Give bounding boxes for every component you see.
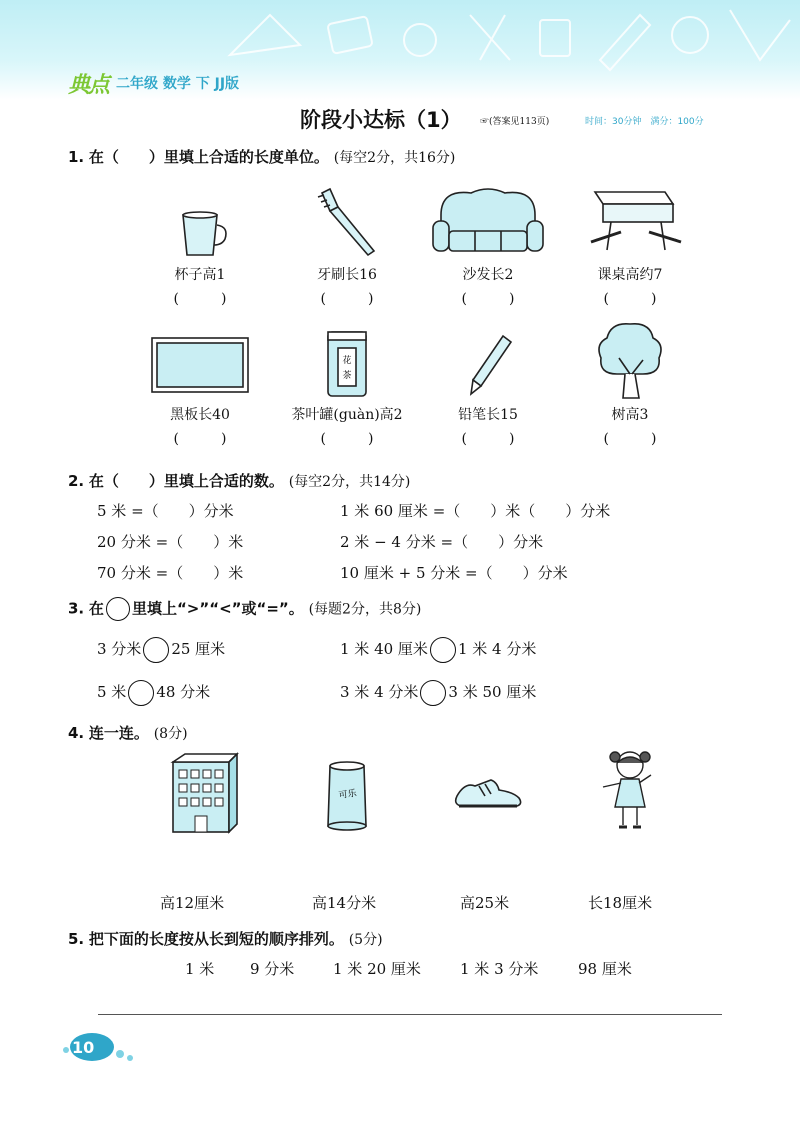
cup-icon	[125, 185, 275, 260]
q2-item[interactable]: 5 米 =（ ）分米	[97, 502, 234, 520]
triangle-ruler-icon	[230, 15, 300, 55]
page-title: 阶段小达标（1）	[300, 108, 462, 132]
page-number: 10	[72, 1038, 95, 1057]
q3-left: 3 分米	[97, 640, 142, 658]
answer-blank[interactable]: ( )	[461, 431, 515, 447]
q2-number: 2.	[68, 472, 85, 490]
q3-instruction-b: 里填上“>”“<”或“=”。	[131, 599, 304, 618]
q3-instruction-a: 在	[88, 599, 104, 618]
q5-instruction: 把下面的长度按从长到短的顺序排列。	[88, 930, 344, 948]
q3-item	[340, 637, 536, 663]
q3-number: 3.	[68, 599, 85, 618]
compare-circle[interactable]	[128, 680, 154, 706]
compass-icon	[470, 15, 510, 60]
q2-item[interactable]: 2 米 − 4 分米 =（ ）分米	[340, 533, 544, 551]
q2-item[interactable]: 70 分米 =（ ）米	[97, 564, 244, 582]
footer-rule	[98, 1014, 722, 1015]
q1-item-sofa	[413, 185, 563, 308]
q4-label[interactable]: 长18厘米	[588, 894, 653, 912]
q4-heading	[68, 722, 188, 743]
q3-right: 48 分米	[156, 683, 211, 701]
q2-item[interactable]: 20 分米 =（ ）米	[97, 533, 244, 551]
q3-right: 25 厘米	[171, 640, 226, 658]
q1-item-cup	[125, 185, 275, 308]
toothbrush-icon	[272, 185, 422, 260]
q3-left: 5 米	[97, 683, 127, 701]
shoe-icon	[413, 752, 563, 834]
answer-reference: ☞(答案见113页)	[480, 117, 550, 127]
ruler-deco-icon	[730, 10, 790, 60]
q4-instruction: 连一连。	[88, 724, 149, 742]
desk-icon	[555, 172, 705, 260]
can-text: 可乐	[338, 788, 358, 802]
circle-icon	[106, 597, 130, 621]
q5-item: 1 米 20 厘米	[333, 960, 421, 978]
q1-label: 茶叶罐(guàn)高2	[291, 407, 403, 423]
answer-blank[interactable]: ( )	[603, 431, 657, 447]
series-label: 二年级 数学 下 JJ版	[116, 76, 240, 92]
q3-right: 3 米 50 厘米	[448, 683, 537, 701]
girl-icon	[555, 745, 705, 837]
sofa-icon	[413, 185, 563, 260]
answer-blank[interactable]: ( )	[320, 431, 374, 447]
answer-blank[interactable]: ( )	[603, 291, 657, 307]
q1-item-toothbrush	[272, 185, 422, 308]
answer-blank[interactable]: ( )	[173, 291, 227, 307]
q5-item: 9 分米	[250, 960, 295, 978]
q5-heading	[68, 928, 383, 949]
pencil-icon	[413, 330, 563, 400]
q4-label[interactable]: 高25米	[460, 894, 510, 912]
q5-item: 1 米 3 分米	[460, 960, 539, 978]
answer-blank[interactable]: ( )	[320, 291, 374, 307]
building-icon	[125, 752, 275, 834]
q2-item[interactable]: 10 厘米 + 5 分米 =（ ）分米	[340, 564, 568, 582]
answer-blank[interactable]: ( )	[173, 431, 227, 447]
compare-circle[interactable]	[143, 637, 169, 663]
q4-label[interactable]: 高12厘米	[160, 894, 225, 912]
calculator-icon	[540, 20, 570, 56]
q3-item	[340, 680, 536, 706]
q2-heading	[68, 470, 410, 491]
q1-instruction: 在（ ）里填上合适的长度单位。	[88, 148, 329, 166]
q3-item	[97, 680, 210, 706]
compare-circle[interactable]	[420, 680, 446, 706]
q1-label: 黑板长40	[170, 407, 230, 423]
q4-label[interactable]: 高14分米	[312, 894, 377, 912]
q1-item-blackboard	[125, 330, 275, 448]
pencil-deco-icon	[600, 15, 650, 70]
q5-item: 1 米	[185, 960, 215, 978]
time-score-info: 时间：30分钟 满分：100分	[585, 117, 704, 127]
q1-label: 沙发长2	[462, 267, 514, 283]
q3-left: 3 米 4 分米	[340, 683, 419, 701]
q1-note: (每空2分，共16分)	[333, 150, 456, 166]
tree-icon	[555, 318, 705, 400]
q4-note: (8分)	[153, 726, 188, 742]
q3-heading	[68, 597, 421, 621]
q3-item	[97, 637, 225, 663]
answer-blank[interactable]: ( )	[461, 291, 515, 307]
q3-note: (每题2分，共8分)	[308, 601, 422, 618]
soda-can-icon	[272, 752, 422, 834]
compare-circle[interactable]	[430, 637, 456, 663]
q1-label: 铅笔长15	[458, 407, 518, 423]
q2-note: (每空2分，共14分)	[288, 474, 411, 490]
blackboard-icon	[125, 330, 275, 400]
book-icon	[327, 16, 372, 54]
title-row	[0, 104, 800, 134]
q1-number: 1.	[68, 148, 85, 166]
q3-left: 1 米 40 厘米	[340, 640, 428, 658]
q2-item[interactable]: 1 米 60 厘米 =（ ）米（ ）分米	[340, 502, 611, 520]
q1-item-tea-can	[272, 330, 422, 448]
svg-text:茶: 茶	[342, 371, 352, 381]
q1-label: 课桌高约7	[597, 267, 663, 283]
tea-can-icon	[272, 330, 422, 400]
q5-item: 98 厘米	[578, 960, 632, 978]
q1-label: 杯子高1	[174, 267, 226, 283]
brand	[68, 70, 239, 96]
brand-logo: 典点	[68, 72, 109, 98]
q1-item-pencil	[413, 330, 563, 448]
globe-icon	[672, 17, 708, 53]
q3-right: 1 米 4 分米	[457, 640, 537, 658]
tea-can-text: 花	[342, 356, 352, 366]
q2-instruction: 在（ ）里填上合适的数。	[88, 472, 284, 490]
q1-label: 树高3	[611, 407, 649, 423]
q1-heading	[68, 146, 455, 167]
circle-deco-icon	[404, 24, 436, 56]
q5-number: 5.	[68, 930, 85, 948]
q1-item-desk	[555, 172, 705, 308]
q4-number: 4.	[68, 724, 85, 742]
q5-note: (5分)	[348, 932, 383, 948]
q1-label: 牙刷长16	[317, 267, 377, 283]
q1-item-tree	[555, 318, 705, 448]
